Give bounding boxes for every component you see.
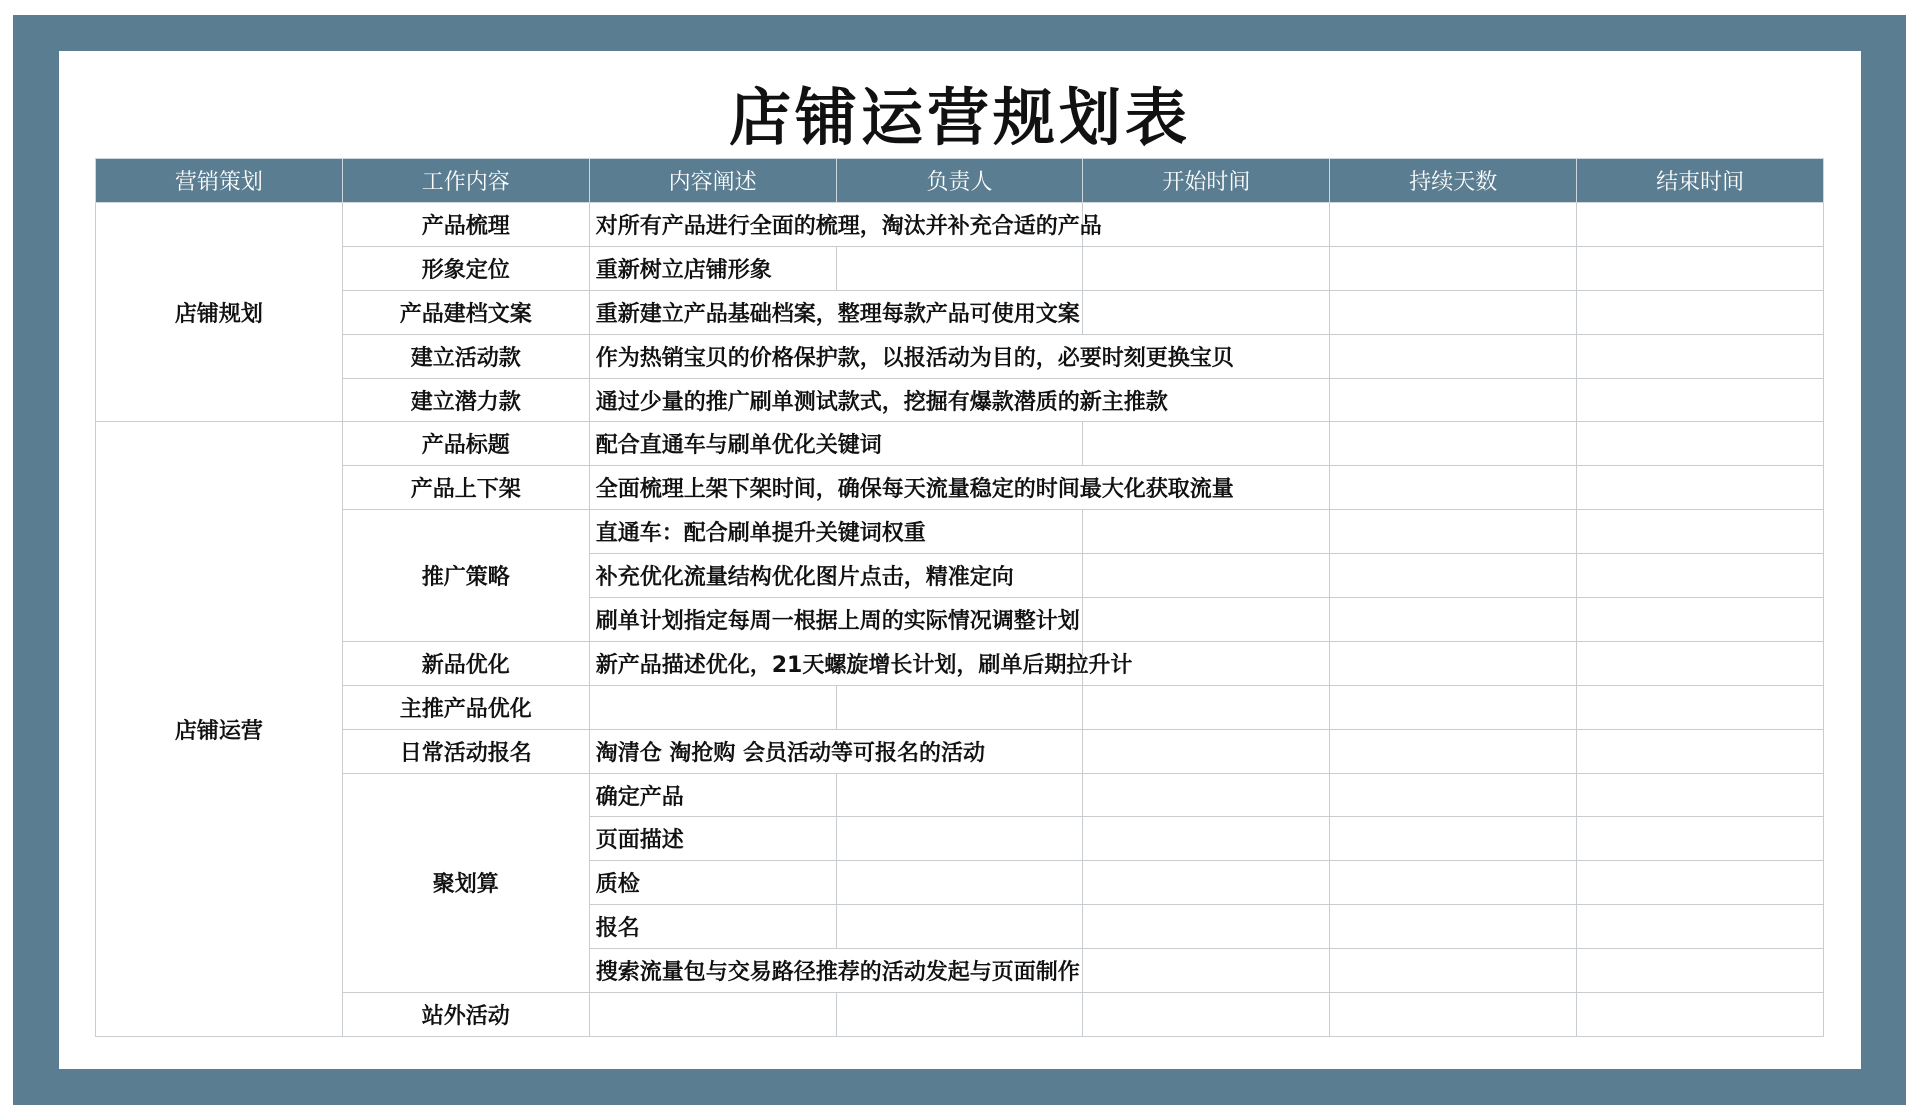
table-row xyxy=(96,510,1824,554)
table-row xyxy=(96,378,1824,422)
end-cell[interactable] xyxy=(1577,641,1824,685)
desc-cell: 确定产品 xyxy=(589,773,836,817)
end-cell[interactable] xyxy=(1577,466,1824,510)
end-cell[interactable] xyxy=(1577,422,1824,466)
task-cell: 站外活动 xyxy=(342,993,589,1037)
days-cell[interactable] xyxy=(1330,422,1577,466)
desc-cell: 重新建立产品基础档案，整理每款产品可使用文案 xyxy=(589,290,1083,334)
days-cell[interactable] xyxy=(1330,290,1577,334)
header-row xyxy=(96,159,1824,203)
table-row xyxy=(96,203,1824,247)
desc-cell: 质检 xyxy=(589,861,836,905)
start-cell[interactable] xyxy=(1083,817,1330,861)
start-cell[interactable] xyxy=(1083,773,1330,817)
desc-cell: 作为热销宝贝的价格保护款，以报活动为目的，必要时刻更换宝贝 xyxy=(589,334,1330,378)
desc-cell[interactable] xyxy=(589,993,836,1037)
task-cell: 产品建档文案 xyxy=(342,290,589,334)
start-cell[interactable] xyxy=(1083,861,1330,905)
start-cell[interactable] xyxy=(1083,246,1330,290)
desc-cell: 重新树立店铺形象 xyxy=(589,246,836,290)
desc-cell: 页面描述 xyxy=(589,817,836,861)
start-cell[interactable] xyxy=(1083,993,1330,1037)
page-title: 店铺运营规划表 xyxy=(728,81,1191,154)
desc-cell: 刷单计划指定每周一根据上周的实际情况调整计划 xyxy=(589,598,1083,642)
end-cell[interactable] xyxy=(1577,203,1824,247)
start-cell[interactable] xyxy=(1083,554,1330,598)
end-cell[interactable] xyxy=(1577,729,1824,773)
days-cell[interactable] xyxy=(1330,729,1577,773)
table-row xyxy=(96,729,1824,773)
desc-cell: 新产品描述优化，21天螺旋增长计划，刷单后期拉升计 xyxy=(589,641,1083,685)
owner-cell[interactable] xyxy=(836,905,1083,949)
table-row xyxy=(96,641,1824,685)
group-cell: 店铺规划 xyxy=(96,203,343,422)
task-cell: 建立活动款 xyxy=(342,334,589,378)
owner-cell[interactable] xyxy=(836,246,1083,290)
owner-cell[interactable] xyxy=(836,685,1083,729)
group-cell: 店铺运营 xyxy=(96,422,343,1036)
end-cell[interactable] xyxy=(1577,949,1824,993)
task-cell: 聚划算 xyxy=(342,773,589,992)
desc-cell: 直通车：配合刷单提升关键词权重 xyxy=(589,510,1083,554)
desc-cell: 报名 xyxy=(589,905,836,949)
task-cell: 推广策略 xyxy=(342,510,589,642)
days-cell[interactable] xyxy=(1330,466,1577,510)
task-cell: 产品梳理 xyxy=(342,203,589,247)
end-cell[interactable] xyxy=(1577,378,1824,422)
start-cell[interactable] xyxy=(1083,290,1330,334)
end-cell[interactable] xyxy=(1577,861,1824,905)
days-cell[interactable] xyxy=(1330,905,1577,949)
desc-cell: 配合直通车与刷单优化关键词 xyxy=(589,422,1083,466)
end-cell[interactable] xyxy=(1577,905,1824,949)
end-cell[interactable] xyxy=(1577,993,1824,1037)
start-cell[interactable] xyxy=(1083,729,1330,773)
end-cell[interactable] xyxy=(1577,817,1824,861)
table-row xyxy=(96,685,1824,729)
start-cell[interactable] xyxy=(1083,598,1330,642)
header-cell: 营销策划 xyxy=(96,159,343,203)
header-cell: 持续天数 xyxy=(1330,159,1577,203)
table-row xyxy=(96,246,1824,290)
end-cell[interactable] xyxy=(1577,554,1824,598)
task-cell: 主推产品优化 xyxy=(342,685,589,729)
sheet xyxy=(59,51,1861,1069)
start-cell[interactable] xyxy=(1083,510,1330,554)
task-cell: 日常活动报名 xyxy=(342,729,589,773)
desc-cell: 全面梳理上架下架时间，确保每天流量稳定的时间最大化获取流量 xyxy=(589,466,1330,510)
days-cell[interactable] xyxy=(1330,203,1577,247)
header-cell: 结束时间 xyxy=(1577,159,1824,203)
days-cell[interactable] xyxy=(1330,334,1577,378)
days-cell[interactable] xyxy=(1330,949,1577,993)
header-cell: 工作内容 xyxy=(342,159,589,203)
task-cell: 产品上下架 xyxy=(342,466,589,510)
task-cell: 建立潜力款 xyxy=(342,378,589,422)
header-cell: 开始时间 xyxy=(1083,159,1330,203)
owner-cell[interactable] xyxy=(836,773,1083,817)
table-row xyxy=(96,773,1824,817)
header-cell: 负责人 xyxy=(836,159,1083,203)
planning-table xyxy=(95,158,1824,1037)
desc-cell[interactable] xyxy=(589,685,836,729)
desc-cell: 补充优化流量结构优化图片点击，精准定向 xyxy=(589,554,1083,598)
days-cell[interactable] xyxy=(1330,641,1577,685)
task-cell: 形象定位 xyxy=(342,246,589,290)
owner-cell[interactable] xyxy=(836,817,1083,861)
table-row xyxy=(96,334,1824,378)
days-cell[interactable] xyxy=(1330,246,1577,290)
outer-frame xyxy=(13,15,1906,1105)
days-cell[interactable] xyxy=(1330,510,1577,554)
end-cell[interactable] xyxy=(1577,685,1824,729)
desc-cell: 淘清仓 淘抢购 会员活动等可报名的活动 xyxy=(589,729,1083,773)
table-row xyxy=(96,466,1824,510)
start-cell[interactable] xyxy=(1083,905,1330,949)
days-cell[interactable] xyxy=(1330,598,1577,642)
table-row xyxy=(96,290,1824,334)
start-cell[interactable] xyxy=(1083,949,1330,993)
end-cell[interactable] xyxy=(1577,598,1824,642)
days-cell[interactable] xyxy=(1330,378,1577,422)
end-cell[interactable] xyxy=(1577,510,1824,554)
header-cell: 内容阐述 xyxy=(589,159,836,203)
owner-cell[interactable] xyxy=(836,993,1083,1037)
owner-cell[interactable] xyxy=(836,861,1083,905)
start-cell[interactable] xyxy=(1083,685,1330,729)
desc-cell: 搜索流量包与交易路径推荐的活动发起与页面制作 xyxy=(589,949,1083,993)
end-cell[interactable] xyxy=(1577,773,1824,817)
days-cell[interactable] xyxy=(1330,861,1577,905)
desc-cell: 对所有产品进行全面的梳理，淘汰并补充合适的产品 xyxy=(589,203,1083,247)
start-cell[interactable] xyxy=(1083,203,1330,247)
end-cell[interactable] xyxy=(1577,246,1824,290)
end-cell[interactable] xyxy=(1577,334,1824,378)
table-row xyxy=(96,993,1824,1037)
task-cell: 产品标题 xyxy=(342,422,589,466)
table-row xyxy=(96,422,1824,466)
days-cell[interactable] xyxy=(1330,773,1577,817)
days-cell[interactable] xyxy=(1330,554,1577,598)
days-cell[interactable] xyxy=(1330,993,1577,1037)
days-cell[interactable] xyxy=(1330,817,1577,861)
start-cell[interactable] xyxy=(1083,422,1330,466)
desc-cell: 通过少量的推广刷单测试款式，挖掘有爆款潜质的新主推款 xyxy=(589,378,1330,422)
end-cell[interactable] xyxy=(1577,290,1824,334)
days-cell[interactable] xyxy=(1330,685,1577,729)
task-cell: 新品优化 xyxy=(342,641,589,685)
